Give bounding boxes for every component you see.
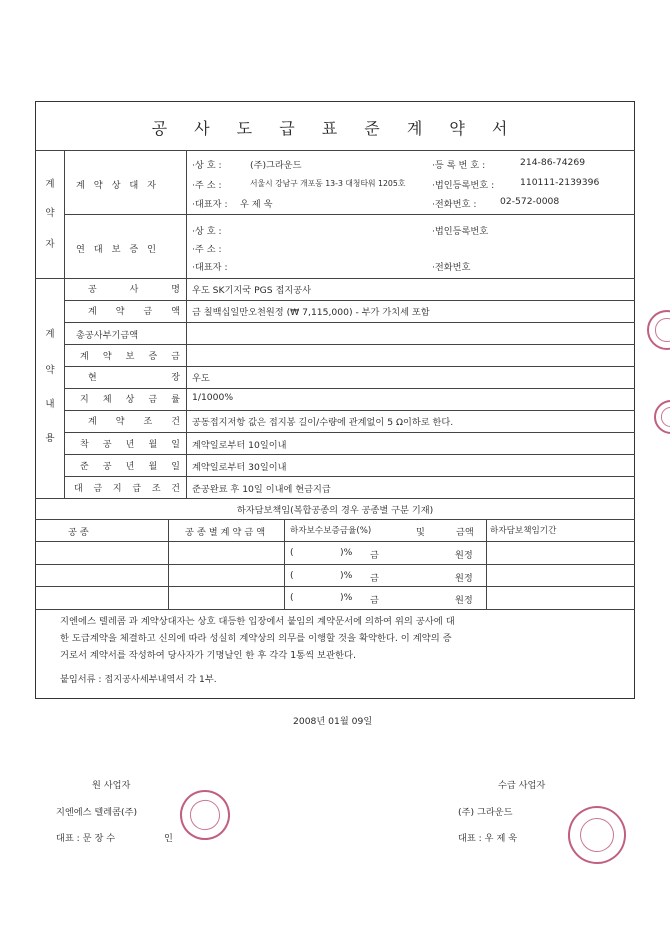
section-label-char: 자 bbox=[45, 239, 55, 250]
row-label: 총공사부기금액 bbox=[76, 330, 139, 341]
sub-heading: 수급 사업자 bbox=[498, 780, 546, 791]
address-value: 서울시 강남구 개포동 13-3 대청타워 1205호 bbox=[250, 179, 406, 188]
guarantor-rep-label: ·대표자 : bbox=[192, 262, 228, 273]
section-label-char: 계 bbox=[45, 329, 55, 340]
guarantor-address-label: ·주 소 : bbox=[192, 244, 222, 255]
warranty-row-open: ( bbox=[290, 592, 294, 603]
representative-label: ·대표자 : bbox=[192, 199, 228, 210]
warranty-row-geum: 금 bbox=[370, 573, 379, 584]
prime-representative: 대표 : 문 장 수 bbox=[56, 833, 116, 844]
body-line-3: 거로서 계약서를 작성하여 당사자가 기명날인 한 후 각각 1통씩 보관한다. bbox=[60, 650, 356, 661]
sub-company: (주) 그라운드 bbox=[458, 807, 513, 818]
penalty-rate-value: 1/1000% bbox=[192, 392, 234, 403]
page-seal-icon bbox=[647, 310, 670, 350]
guarantor-phone-label: ·전화번호 bbox=[432, 262, 471, 273]
row-label: 공 사 명 bbox=[88, 285, 180, 295]
warranty-row-pct: )% bbox=[340, 592, 353, 603]
warranty-heading: 하자담보책임(복합공종의 경우 공종별 구분 기재) bbox=[236, 505, 434, 516]
contract-date: 2008년 01월 09일 bbox=[293, 716, 373, 727]
warranty-row-won: 원정 bbox=[455, 550, 473, 561]
start-date-value: 계약일로부터 10일이내 bbox=[192, 440, 287, 451]
company-name-label: ·상 호 : bbox=[192, 160, 222, 171]
phone-value: 02-572-0008 bbox=[500, 196, 560, 207]
warranty-row-pct: )% bbox=[340, 547, 353, 558]
registration-label: ·등 록 번 호 : bbox=[432, 160, 486, 171]
guarantor-corp-label: ·법인등록번호 bbox=[432, 226, 489, 237]
warranty-col-trade-a: 공 종 bbox=[68, 527, 89, 538]
warranty-row-won: 원정 bbox=[455, 573, 473, 584]
section-label-char: 내 bbox=[45, 399, 55, 410]
warranty-row-open: ( bbox=[290, 570, 294, 581]
company-seal-icon bbox=[175, 785, 234, 844]
warranty-col-period: 하자담보책임기간 bbox=[490, 526, 557, 536]
warranty-row-geum: 금 bbox=[370, 595, 379, 606]
section-label-char: 계 bbox=[45, 179, 55, 190]
warranty-col-sum: 금액 bbox=[456, 527, 474, 538]
warranty-row-won: 원정 bbox=[455, 595, 473, 606]
contract-amount-value: 금 칠백십일만오천원정 (₩ 7,115,000) - 부가 가치세 포함 bbox=[192, 307, 430, 318]
row-label: 준 공 년 월 일 bbox=[80, 462, 180, 472]
section-label-char: 약 bbox=[45, 208, 55, 219]
warranty-row-pct: )% bbox=[340, 570, 353, 581]
row-label: 계 약 조 건 bbox=[88, 417, 180, 427]
payment-terms-value: 준공완료 후 10일 이내에 현금지급 bbox=[192, 484, 331, 495]
section-label-char: 약 bbox=[45, 365, 55, 376]
company-name-value: (주)그라운드 bbox=[250, 160, 302, 171]
row-label: 계 약 보 증 금 bbox=[80, 352, 180, 362]
counterparty-label: 계 약 상 대 자 bbox=[76, 180, 160, 191]
guarantor-label: 연 대 보 증 인 bbox=[76, 244, 160, 255]
site-value: 우도 bbox=[192, 373, 210, 384]
phone-label: ·전화번호 : bbox=[432, 199, 477, 210]
corp-number-value: 110111-2139396 bbox=[520, 177, 600, 188]
company-seal-icon bbox=[563, 801, 630, 868]
page-seal-icon bbox=[654, 400, 670, 434]
warranty-row-geum: 금 bbox=[370, 550, 379, 561]
warranty-col-rate: 하자보수보증금율(%) bbox=[290, 526, 372, 536]
row-label: 대 금 지 급 조 건 bbox=[74, 484, 180, 494]
body-line-1: 지엔에스 텔레콤 과 계약상대자는 상호 대등한 입장에서 붙임의 계약문서에 의하여 위의 공사에 대 bbox=[60, 616, 455, 627]
row-label: 현 장 bbox=[88, 373, 180, 383]
address-label: ·주 소 : bbox=[192, 180, 222, 191]
representative-value: 우 제 욱 bbox=[240, 199, 273, 210]
guarantor-name-label: ·상 호 : bbox=[192, 226, 222, 237]
conditions-value: 공동접지저항 값은 접지봉 길이/수량에 관계없이 5 Ω이하로 한다. bbox=[192, 417, 454, 428]
row-label: 계 약 금 액 bbox=[88, 307, 180, 317]
attachment-line: 붙임서류 : 접지공사세부내역서 각 1부. bbox=[60, 674, 217, 685]
row-label: 착 공 년 월 일 bbox=[80, 440, 180, 450]
corp-number-label: ·법인등록번호 : bbox=[432, 180, 495, 191]
prime-seal-mark: 인 bbox=[164, 833, 173, 844]
project-name-value: 우도 SK기지국 PGS 접지공사 bbox=[192, 285, 311, 296]
sub-representative: 대표 : 우 제 욱 bbox=[458, 833, 518, 844]
warranty-row-open: ( bbox=[290, 547, 294, 558]
document-title: 공 사 도 급 표 준 계 약 서 bbox=[151, 119, 519, 138]
prime-heading: 원 사업자 bbox=[92, 780, 131, 791]
warranty-col-and: 및 bbox=[416, 527, 425, 538]
completion-date-value: 계약일로부터 30일이내 bbox=[192, 462, 287, 473]
warranty-col-amount: 공종별계약금액 bbox=[185, 527, 269, 538]
section-label-char: 용 bbox=[45, 433, 55, 444]
registration-value: 214-86-74269 bbox=[520, 157, 586, 168]
body-line-2: 한 도급계약을 체결하고 신의에 따라 성실히 계약상의 의무를 이행할 것을 확약한다. 이 계약의 증 bbox=[60, 633, 452, 644]
prime-company: 지엔에스 텔레콤(주) bbox=[56, 807, 138, 818]
row-label: 지 체 상 금 률 bbox=[80, 395, 180, 405]
